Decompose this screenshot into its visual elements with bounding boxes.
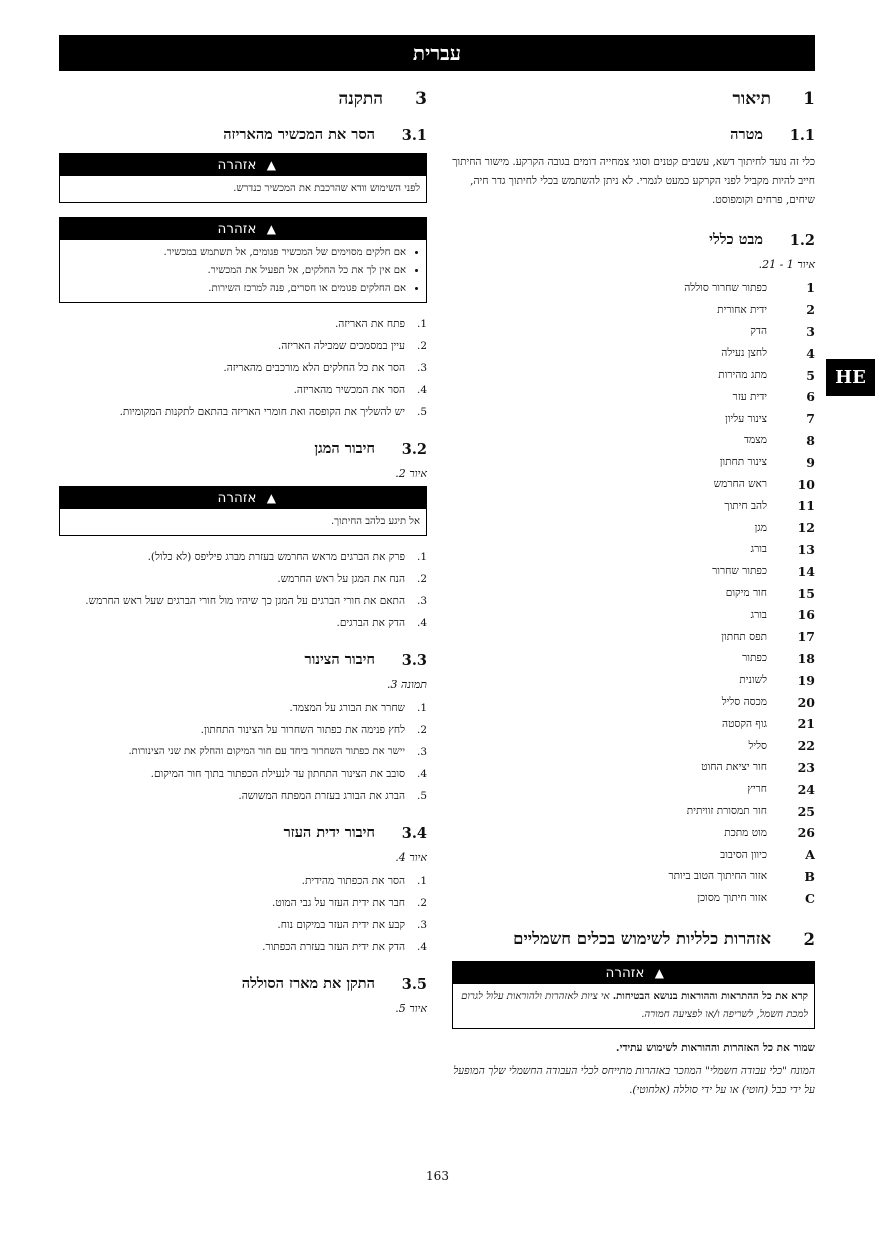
list-item <box>59 546 427 568</box>
list-item <box>452 648 815 670</box>
list-item <box>452 822 815 844</box>
subsection-heading <box>59 437 427 461</box>
parts-list <box>452 277 815 909</box>
step-number: 3. <box>416 919 427 931</box>
warning-header <box>453 962 814 984</box>
subsection-title: הסר את המכשיר מהאריזה <box>223 126 375 143</box>
part-name: גוף הקסטה <box>722 717 767 730</box>
warning-title: אזהרה <box>217 490 257 506</box>
part-name: בורג <box>750 608 767 621</box>
list-item <box>452 539 815 561</box>
list-item <box>59 612 427 634</box>
list-item <box>452 364 815 386</box>
list-item <box>452 321 815 343</box>
warning-body: אל תיגע בלהב החיתוך. <box>330 516 420 527</box>
warning-text: אי ציות לאזהרות ולהוראות עלול לגרום למכת חשמל, לשריפה ו/או לפציעה חמורה. <box>461 991 808 1021</box>
list-item <box>452 626 815 648</box>
section-number: 3 <box>415 89 427 109</box>
step-number: 2. <box>416 340 427 352</box>
step-number: 5. <box>416 790 427 802</box>
section-number: 1 <box>803 89 815 109</box>
list-item <box>59 719 427 741</box>
tube-steps <box>59 697 427 807</box>
warning-title: אזהרה <box>605 965 645 982</box>
section-heading <box>452 85 815 113</box>
list-item <box>452 451 815 473</box>
figure-reference: איור 5. <box>395 1002 427 1015</box>
part-number: 1 <box>806 280 815 296</box>
step-text: התאם את חורי הברגים על המגן כך שיהיו מול חורי הברגים שעל ראש החרמש. <box>85 595 405 607</box>
list-item <box>59 357 427 379</box>
figure-reference: איור 4. <box>395 851 427 864</box>
step-number: 3. <box>416 362 427 374</box>
unpack-steps <box>59 313 427 423</box>
part-name: חריץ <box>747 783 767 796</box>
step-text: קבע את ידית העזר במיקום נוח. <box>277 919 405 931</box>
part-name: מתג מהירות <box>718 369 767 382</box>
list-item <box>452 582 815 604</box>
subsection-title: מבט כללי <box>709 231 763 248</box>
step-number: 5. <box>416 406 427 418</box>
step-text: הסר את המכשיר מהאריזה. <box>293 384 405 396</box>
guard-steps <box>59 546 427 634</box>
figure-reference: איור 1 - 21. <box>758 258 815 271</box>
part-name: מכסה סליל <box>721 696 767 709</box>
aux-handle-steps <box>59 870 427 958</box>
list-item <box>452 430 815 452</box>
step-number: 2. <box>416 573 427 585</box>
part-name: לשונית <box>739 674 767 687</box>
step-text: הנח את המגן על ראש החרמש. <box>277 573 405 585</box>
figure-reference: איור 2. <box>395 467 427 480</box>
subsection-number: 3.4 <box>401 824 427 842</box>
list-item <box>59 870 427 892</box>
warning-header <box>60 218 426 240</box>
list-item <box>59 401 427 423</box>
part-number: 16 <box>797 607 815 623</box>
warning-title: אזהרה <box>217 221 257 237</box>
list-item <box>452 735 815 757</box>
part-name: צינור עליון <box>725 412 767 425</box>
list-item <box>59 892 427 914</box>
section-title: אזהרות כלליות לשימוש בכלים חשמליים <box>513 929 771 949</box>
step-number: 4. <box>416 617 427 629</box>
list-item <box>59 763 427 785</box>
warning-item: • אם אין לך את כל החלקים, אל תפעיל את המכשיר. <box>66 262 406 280</box>
section-title: התקנה <box>338 89 383 109</box>
warning-box <box>59 153 427 203</box>
list-item <box>452 473 815 495</box>
step-text: הדק את הברגים. <box>336 617 405 629</box>
section-number: 2 <box>803 929 815 949</box>
part-number: 23 <box>797 759 815 775</box>
power-tool-term-text: המונח "כלי עבודה חשמלי" המוזכר באזהרות מתייחס לכלי העבודה החשמלי שלך המופעל על ידי כבל (חוטי) או על ידי סוללה (אלחוטי). <box>453 1065 815 1097</box>
part-number: 4 <box>806 345 815 361</box>
part-name: ראש החרמש <box>713 478 767 491</box>
list-item <box>59 379 427 401</box>
part-name: חור יציאת החוט <box>701 761 767 774</box>
warning-box <box>452 961 815 1029</box>
part-name: מוט מתכת <box>724 826 767 839</box>
step-number: 4. <box>416 384 427 396</box>
step-number: 2. <box>416 724 427 736</box>
part-number: 2 <box>806 302 815 318</box>
part-name: כפתור שחרור סוללה <box>684 281 767 294</box>
part-number: 7 <box>806 411 815 427</box>
part-number: 11 <box>797 498 815 514</box>
part-number: 8 <box>806 432 815 448</box>
part-number: 24 <box>797 781 815 797</box>
part-name: כיוון הסיבוב <box>720 848 767 861</box>
step-text: סובב את הצינור התחתון עד לנעילת הכפתור בתוך חור המיקום. <box>150 768 405 780</box>
part-number: 12 <box>797 520 815 536</box>
part-name: ידית אחורית <box>717 303 767 316</box>
list-item <box>59 590 427 612</box>
section-title: תיאור <box>732 89 771 109</box>
subsection-heading <box>452 123 815 147</box>
list-item <box>452 844 815 866</box>
part-name: כפתור שחרור <box>712 565 767 578</box>
part-name: לחצן נעילה <box>721 347 767 360</box>
page-number: 163 <box>426 1169 449 1183</box>
left-column <box>59 85 427 1021</box>
subsection-title: חיבור המגן <box>314 440 375 457</box>
part-number: 21 <box>797 716 815 732</box>
step-number: 1. <box>416 551 427 563</box>
part-number: C <box>805 890 815 906</box>
subsection-number: 3.5 <box>401 975 427 993</box>
list-item <box>59 785 427 807</box>
step-text: פתח את האריזה. <box>334 318 405 330</box>
language-banner: עברית <box>59 35 815 71</box>
list-item <box>59 741 427 763</box>
right-column <box>452 85 815 1100</box>
part-number: 19 <box>797 672 815 688</box>
part-number: 20 <box>797 694 815 710</box>
list-item <box>59 697 427 719</box>
list-item <box>452 757 815 779</box>
warning-box <box>59 217 427 303</box>
part-name: מגן <box>754 521 767 534</box>
warning-body <box>453 984 814 1028</box>
part-number: B <box>804 868 815 884</box>
warning-item: • אם חלקים מסוימים של המכשיר פגומים, אל תשתמש במכשיר. <box>66 244 406 262</box>
subsection-number: 1.1 <box>789 126 815 144</box>
part-number: 10 <box>797 476 815 492</box>
warning-body <box>60 240 426 302</box>
figure-reference: תמונה 3. <box>386 678 427 691</box>
part-number: 6 <box>806 389 815 405</box>
list-item <box>59 313 427 335</box>
list-item <box>452 778 815 800</box>
list-item <box>452 691 815 713</box>
subsection-heading <box>59 821 427 845</box>
warning-title: אזהרה <box>217 157 257 173</box>
part-number: 17 <box>797 629 815 645</box>
step-text: לחץ פנימה את כפתור השחרור על הצינור התחתון. <box>200 724 405 736</box>
warning-item: • אם החלקים פגומים או חסרים, פנה למרכז השירות. <box>66 280 406 298</box>
part-name: בורג <box>750 543 767 556</box>
subsection-title: חיבור ידית העזר <box>283 824 375 841</box>
step-number: 1. <box>416 875 427 887</box>
part-name: אזור החיתוך הטוב ביותר <box>668 870 767 883</box>
step-text: יש להשליך את הקופסה ואת חומרי האריזה בהתאם לתקנות המקומיות. <box>119 406 405 418</box>
purpose-text: כלי זה נועד לחיתוך דשא, עשבים קטנים וסוגי צמחייה דומים בגובה הקרקע. מישור החיתוך חייב להיות מקביל לפני הקרקע כמעט לגמרי. לא ניתן להשתמש בכלי לחיתוך גדר חיה, שיחים, פרחים וקומפוסט. <box>452 156 815 206</box>
warning-bold-text: קרא את כל ההתראות וההוראות בנושא הבטיחות. <box>612 991 808 1003</box>
part-name: חור מיקום <box>725 587 767 600</box>
warning-body: לפני השימוש וודא שהרכבת את המכשיר כנדרש. <box>233 183 420 194</box>
part-name: צינור תחתון <box>719 456 767 469</box>
list-item <box>452 604 815 626</box>
warning-triangle-icon: ▲ <box>266 222 276 236</box>
warning-triangle-icon: ▲ <box>266 491 276 505</box>
subsection-heading <box>59 648 427 672</box>
list-item <box>452 866 815 888</box>
list-item <box>452 517 815 539</box>
step-text: חבר את ידית העזר על גבי המוט. <box>272 897 405 909</box>
part-number: 26 <box>797 825 815 841</box>
list-item <box>452 560 815 582</box>
list-item <box>452 669 815 691</box>
list-item <box>452 713 815 735</box>
subsection-heading <box>452 228 815 252</box>
step-text: שחרר את הבורג על המצמד. <box>289 702 405 714</box>
part-number: 5 <box>806 367 815 383</box>
list-item <box>452 800 815 822</box>
subsection-number: 1.2 <box>789 231 815 249</box>
warning-triangle-icon: ▲ <box>654 966 664 981</box>
section-heading <box>59 85 427 113</box>
part-number: 15 <box>797 585 815 601</box>
section-heading <box>452 925 815 953</box>
subsection-heading <box>59 123 427 147</box>
step-text: הסר את כל החלקים הלא מורכבים מהאריזה. <box>223 362 405 374</box>
part-name: להב חיתוך <box>724 499 767 512</box>
step-text: עיין במסמכים שמכילה האריזה. <box>277 340 405 352</box>
list-item <box>452 887 815 909</box>
part-name: הדק <box>750 325 767 338</box>
step-number: 4. <box>416 941 427 953</box>
subsection-title: מטרה <box>730 126 763 143</box>
list-item <box>59 936 427 958</box>
part-name: ידית עזר <box>732 390 767 403</box>
part-name: אזור חיתוך מסוכן <box>697 892 767 905</box>
part-name: תפס תחתון <box>721 630 767 643</box>
step-number: 1. <box>416 318 427 330</box>
step-number: 1. <box>416 702 427 714</box>
subsection-number: 3.3 <box>401 651 427 669</box>
part-number: 14 <box>797 563 815 579</box>
list-item <box>59 568 427 590</box>
step-number: 4. <box>416 768 427 780</box>
part-number: 3 <box>806 323 815 339</box>
part-number: 25 <box>797 803 815 819</box>
part-name: כפתור <box>742 652 767 665</box>
subsection-number: 3.1 <box>401 126 427 144</box>
warning-header <box>60 154 426 176</box>
part-number: A <box>805 847 815 863</box>
step-number: 3. <box>416 746 427 758</box>
step-text: פרק את הברגים מראש החרמש בעזרת מברג פיליפס (לא כלול). <box>147 551 405 563</box>
warning-header <box>60 487 426 509</box>
step-text: הברג את הבורג בעזרת המפתח המשושה. <box>238 790 405 802</box>
list-item <box>59 914 427 936</box>
list-item <box>452 386 815 408</box>
list-item <box>59 335 427 357</box>
part-number: 9 <box>806 454 815 470</box>
language-tab: HE <box>826 359 875 396</box>
step-text: הסר את הכפתור מהידית. <box>301 875 405 887</box>
part-name: מצמד <box>744 434 767 447</box>
part-number: 22 <box>797 738 815 754</box>
part-name: חור תמסורת זוויתית <box>686 805 767 818</box>
subsection-title: התקן את מארז הסוללה <box>241 975 375 992</box>
list-item <box>452 342 815 364</box>
part-number: 13 <box>797 541 815 557</box>
warning-box <box>59 486 427 536</box>
part-name: סליל <box>748 739 767 752</box>
part-number: 18 <box>797 650 815 666</box>
step-number: 3. <box>416 595 427 607</box>
list-item <box>452 408 815 430</box>
subsection-number: 3.2 <box>401 440 427 458</box>
subsection-heading <box>59 972 427 996</box>
list-item <box>452 299 815 321</box>
list-item <box>452 495 815 517</box>
warning-triangle-icon: ▲ <box>266 158 276 172</box>
step-number: 2. <box>416 897 427 909</box>
list-item <box>452 277 815 299</box>
step-text: יישר את כפתור השחרור ביחד עם חור המיקום והחלק את שני הצינורות. <box>128 746 405 757</box>
keep-instructions-text: שמור את כל האזהרות וההוראות לשימוש עתידי. <box>615 1042 815 1055</box>
step-text: הדק את ידית העזר בעזרת הכפתור. <box>262 941 405 953</box>
subsection-title: חיבור הצינור <box>304 651 375 668</box>
